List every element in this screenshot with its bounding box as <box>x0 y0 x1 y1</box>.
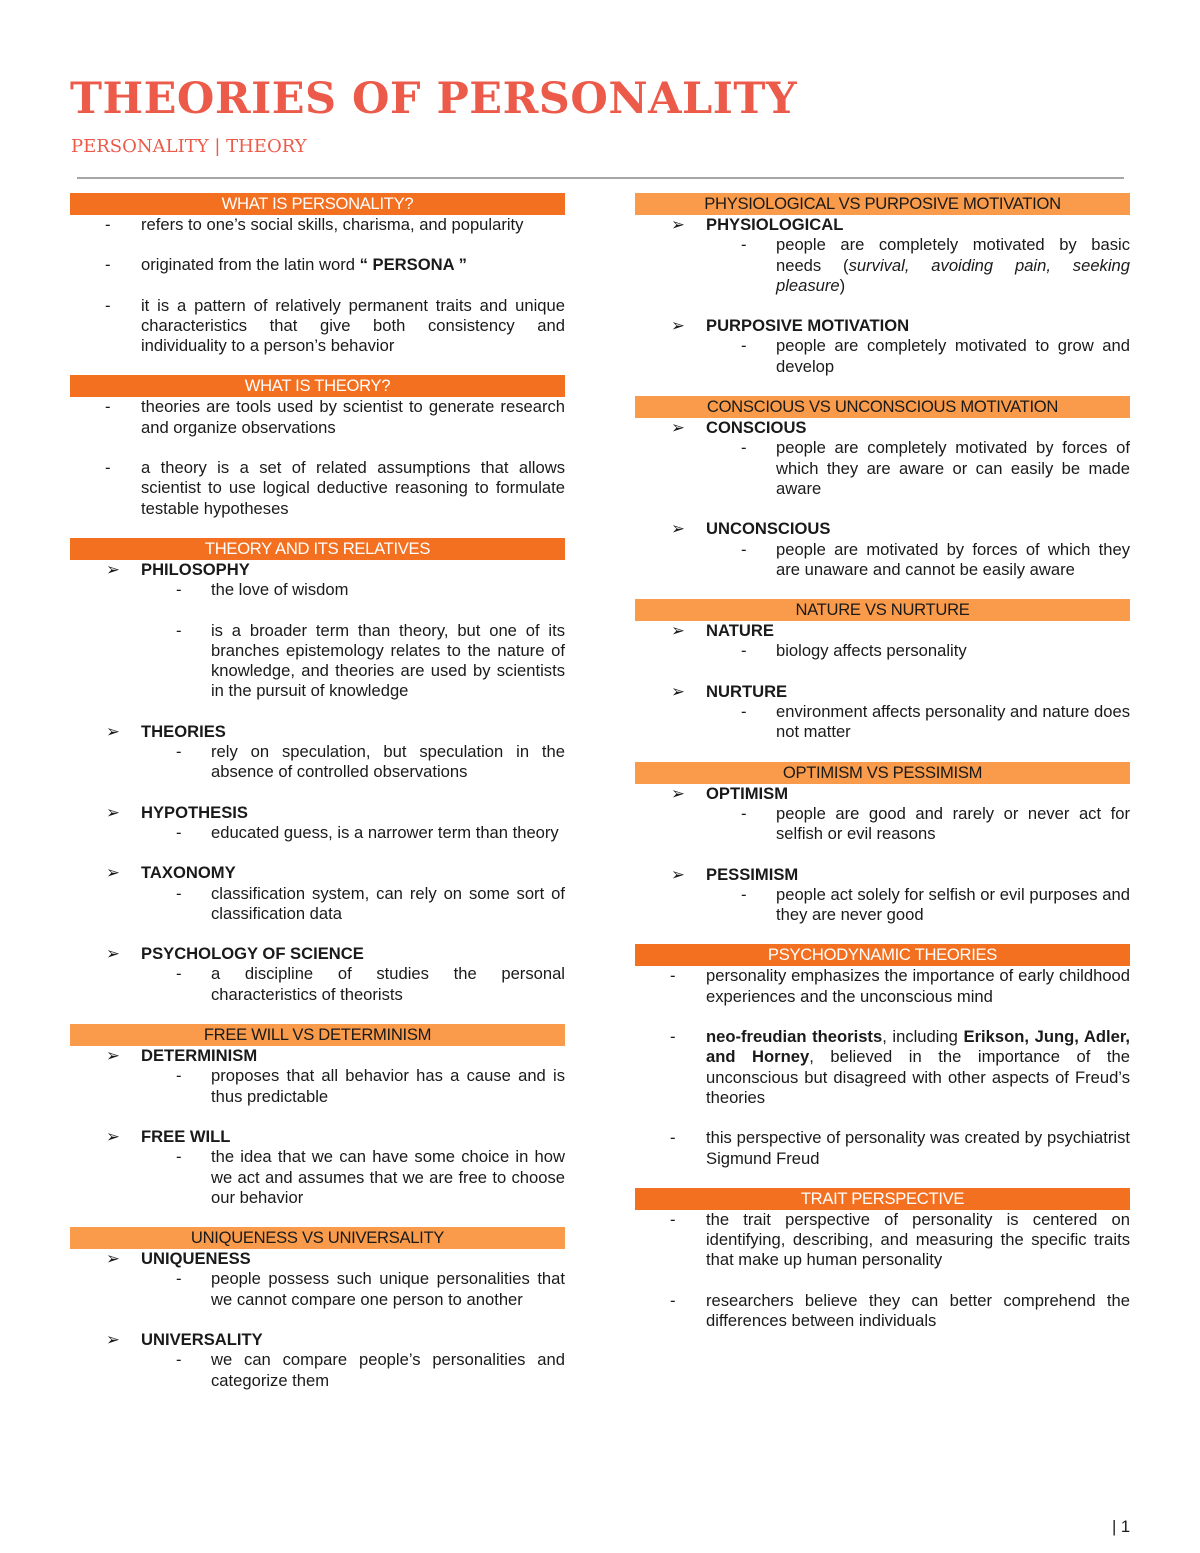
page-number: | 1 <box>1112 1517 1131 1536</box>
header-divider <box>77 177 1124 179</box>
section-heading-nature: NATURE VS NURTURE <box>635 599 1130 621</box>
list-item: - people are good and rarely or never act for selfish or evil reasons <box>741 803 1130 844</box>
list-item: - people are motivated by forces of which they are unaware and cannot be easily aware <box>741 539 1130 579</box>
section-heading-psychodynamic: PSYCHODYNAMIC THEORIES <box>635 944 1130 966</box>
subheading-unconscious: ➢ UNCONSCIOUS <box>671 519 831 539</box>
section-heading-trait: TRAIT PERSPECTIVE <box>635 1188 1130 1210</box>
list-item: - this perspective of personality was created by psychiatrist Sigmund Freud <box>670 1128 1130 1168</box>
list-item: - personality emphasizes the importance of early childhood experiences and the unconscious mind <box>670 966 1130 1006</box>
subheading-conscious: ➢ CONSCIOUS <box>671 418 807 438</box>
subheading-philosophy: ➢ PHILOSOPHY <box>106 559 250 579</box>
list-item: - it is a pattern of relatively permanent traits and unique characteristics that give both consistency and individuality to a person’s behavior <box>105 295 565 356</box>
list-item: - neo-freudian theorists, including Erikson, Jung, Adler, and Horney, believed in the importance of the unconscious but disagreed with other aspects of Freud’s theories <box>670 1027 1130 1107</box>
page-title: THEORIES OF PERSONALITY <box>70 74 798 124</box>
list-item: - classification system, can rely on some sort of classification data <box>176 883 565 923</box>
list-item: - the idea that we can have some choice in how we act and assumes that we are free to choose our behavior <box>176 1147 565 1207</box>
subheading-purposive: ➢ PURPOSIVE MOTIVATION <box>671 316 910 336</box>
subheading-nature: ➢ NATURE <box>671 621 774 641</box>
list-item: - theories are tools used by scientist to generate research and organize observations <box>105 397 565 437</box>
list-item: - people are completely motivated to grow and develop <box>741 336 1130 376</box>
subheading-theories: ➢ THEORIES <box>106 721 226 741</box>
section-heading-relatives: THEORY AND ITS RELATIVES <box>70 538 565 560</box>
list-item: - educated guess, is a narrower term than theory <box>176 822 559 842</box>
list-item: - environment affects personality and nature does not matter <box>741 702 1130 742</box>
subheading-uniqueness: ➢ UNIQUENESS <box>106 1249 251 1269</box>
section-heading-uniqueness: UNIQUENESS VS UNIVERSALITY <box>70 1227 565 1249</box>
subheading-free-will: ➢ FREE WILL <box>106 1126 231 1146</box>
section-heading-theory: WHAT IS THEORY? <box>70 375 565 397</box>
subheading-psychology-of-science: ➢ PSYCHOLOGY OF SCIENCE <box>106 944 364 964</box>
list-item: - people are completely motivated by forces of which they are aware or can easily be made aware <box>741 438 1130 498</box>
section-heading-physiological: PHYSIOLOGICAL VS PURPOSIVE MOTIVATION <box>635 193 1130 215</box>
list-item: - proposes that all behavior has a cause and is thus predictable <box>176 1066 565 1106</box>
list-item: - people are completely motivated by basic needs (survival, avoiding pain, seeking pleasure) <box>741 235 1130 295</box>
subheading-taxonomy: ➢ TAXONOMY <box>106 863 236 883</box>
subheading-physiological: ➢ PHYSIOLOGICAL <box>671 215 844 234</box>
list-item: - rely on speculation, but speculation in the absence of controlled observations <box>176 742 565 782</box>
list-item: - people possess such unique personalities that we cannot compare one person to another <box>176 1269 565 1309</box>
list-item: - a discipline of studies the personal characteristics of theorists <box>176 964 565 1004</box>
right-column <box>635 193 1130 1331</box>
list-item: - refers to one’s social skills, charisma, and popularity <box>105 215 524 234</box>
subheading-optimism: ➢ OPTIMISM <box>671 783 789 803</box>
list-item: - a theory is a set of related assumptions that allows scientist to use logical deductive reasoning to formulate testable hypotheses <box>105 458 565 518</box>
section-heading-personality: WHAT IS PERSONALITY? <box>70 193 565 215</box>
list-item: - the love of wisdom <box>176 580 349 600</box>
left-column <box>70 193 565 1391</box>
list-item: - biology affects personality <box>741 641 967 661</box>
section-heading-conscious: CONSCIOUS VS UNCONSCIOUS MOTIVATION <box>635 396 1130 418</box>
list-item: - we can compare people’s personalities and categorize them <box>176 1350 565 1390</box>
list-item: - the trait perspective of personality is centered on identifying, describing, and measuring the specific traits that make up human personality <box>670 1209 1130 1270</box>
section-heading-free-will: FREE WILL VS DETERMINISM <box>70 1024 565 1046</box>
subheading-universality: ➢ UNIVERSALITY <box>106 1329 263 1349</box>
subheading-nurture: ➢ NURTURE <box>671 681 788 701</box>
page-subtitle: PERSONALITY | THEORY <box>71 136 307 157</box>
list-item: - researchers believe they can better comprehend the differences between individuals <box>670 1290 1130 1330</box>
list-item: - people act solely for selfish or evil purposes and they are never good <box>741 884 1130 925</box>
list-item: - is a broader term than theory, but one of its branches epistemology relates to the nature of knowledge, and theories are used by scientists in the pursuit of knowledge <box>176 620 565 701</box>
persona-term: “ PERSONA ” <box>359 255 467 275</box>
subheading-determinism: ➢ DETERMINISM <box>106 1046 258 1066</box>
subheading-hypothesis: ➢ HYPOTHESIS <box>106 802 248 822</box>
section-heading-optimism: OPTIMISM VS PESSIMISM <box>635 762 1130 784</box>
list-item: - originated from the latin word “ PERSONA ” <box>105 255 467 275</box>
subheading-pessimism: ➢ PESSIMISM <box>671 864 799 884</box>
